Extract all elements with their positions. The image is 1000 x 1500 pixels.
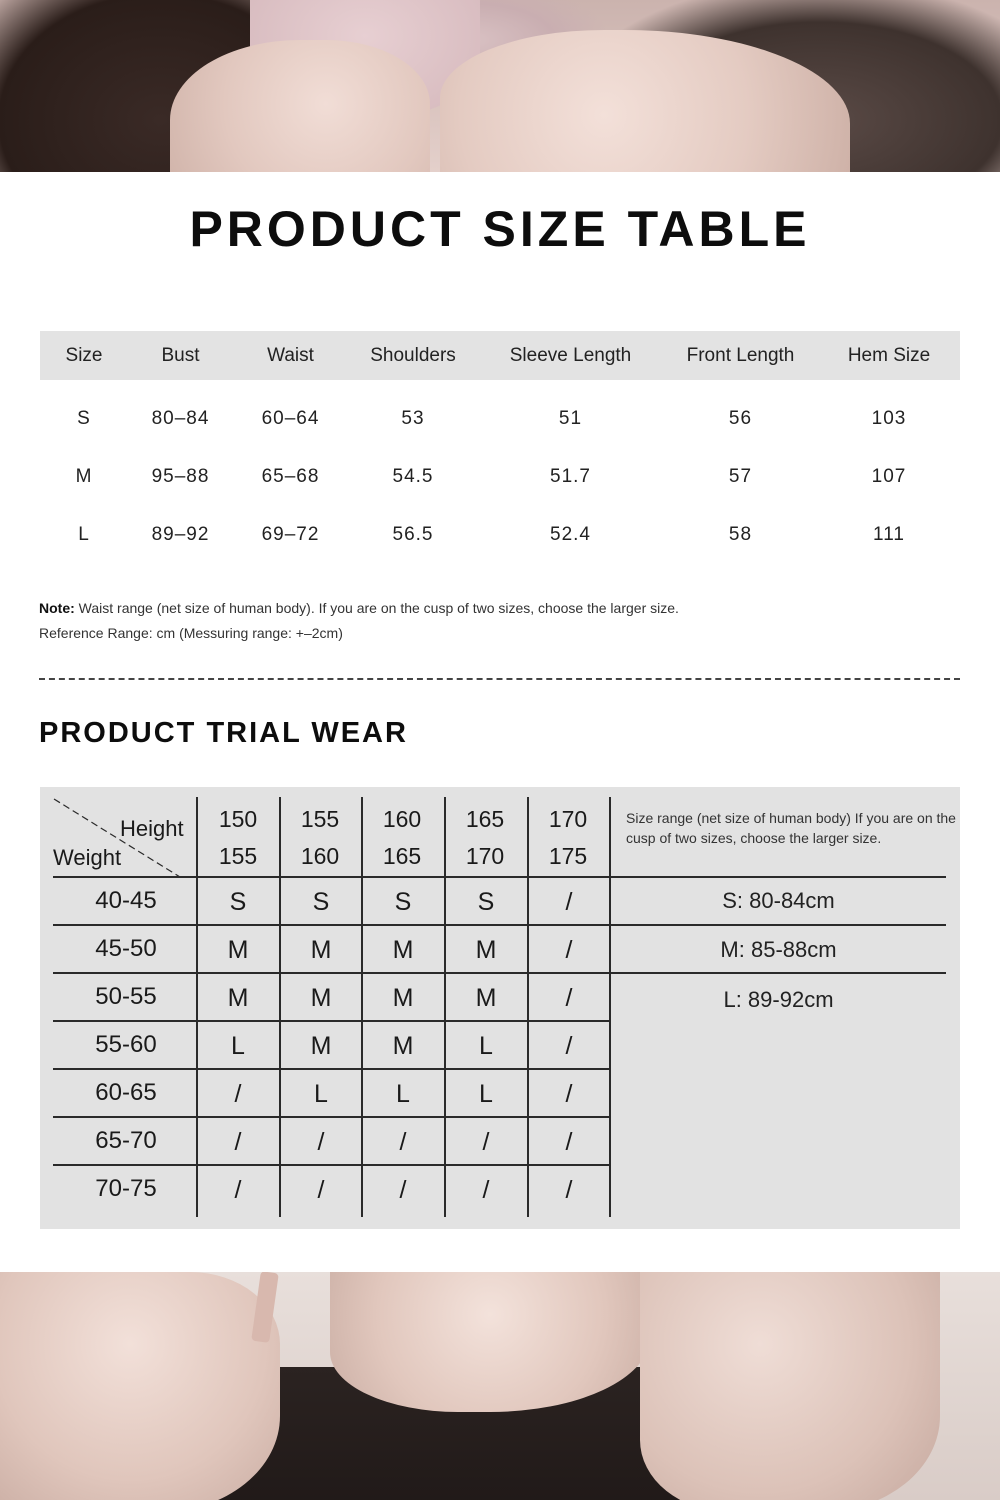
table-cell: L [78,524,90,545]
reference-range: Reference Range: cm (Messuring range: +–2cm) [39,625,343,641]
column-header: Size [65,344,103,366]
height-top: 170 [548,806,588,832]
size-cell: / [565,936,573,964]
weight-label: 40-45 [95,887,157,914]
table-cell: M [75,466,93,487]
size-cell: / [234,1176,242,1204]
table-row [40,506,960,564]
table-cell: 95–88 [151,466,210,487]
height-bottom: 175 [548,843,588,869]
section-title: PRODUCT TRIAL WEAR [39,717,408,749]
size-range-s: S: 80-84cm [722,888,835,913]
weight-label: 60-65 [95,1079,157,1106]
size-cell: S [229,888,247,916]
weight-label: 65-70 [95,1127,157,1154]
size-cell: L [314,1080,328,1108]
grid-line [53,1020,610,1022]
table-row [40,448,960,506]
size-cell: S [312,888,330,916]
size-cell: M [227,984,249,1012]
table-cell: 103 [871,408,907,429]
size-range-note: Size range (net size of human body) If you are on the cusp of two sizes, choose the larger size. [626,810,956,846]
size-cell: / [482,1176,490,1204]
table-cell: 53 [401,408,425,429]
weight-label: 50-55 [95,983,157,1010]
size-cell: L [231,1032,245,1060]
note-label: Note: [39,600,75,616]
size-table-header [40,331,960,380]
table-cell: 56 [728,408,753,429]
height-top: 155 [300,806,340,832]
size-cell: / [565,1080,573,1108]
size-cell: S [394,888,412,916]
table-cell: 56.5 [392,524,434,545]
product-photo-top [0,0,1000,172]
column-header: Shoulders [370,344,456,366]
size-cell: M [475,936,497,964]
weight-axis-label: Weight [53,845,122,870]
height-bottom: 165 [382,843,422,869]
height-top: 160 [382,806,422,832]
dashed-divider [39,678,960,680]
weight-label: 45-50 [95,935,157,962]
size-cell: S [477,888,495,916]
table-cell: 111 [873,524,905,545]
size-table-body [40,380,960,564]
product-photo-bottom [0,1272,1000,1500]
size-cell: / [399,1176,407,1204]
size-range-m: M: 85-88cm [720,937,837,962]
note-text: Waist range (net size of human body). If you are on the cusp of two sizes, choose the larger size. [74,600,679,616]
size-cell: / [565,984,573,1012]
height-axis-label: Height [120,816,184,841]
table-cell: 60–64 [261,408,320,429]
size-cell: M [392,984,414,1012]
table-cell: 52.4 [550,524,591,545]
table-cell: 107 [871,466,907,487]
grid-line [53,1164,610,1166]
size-cell: / [565,1032,573,1060]
size-cell: / [317,1128,325,1156]
grid-line [53,876,946,878]
height-bottom: 155 [218,843,258,869]
page-title: PRODUCT SIZE TABLE [189,201,811,257]
size-table [40,331,960,564]
size-cell: M [392,1032,414,1060]
table-cell: 89–92 [151,524,210,545]
table-cell: 51 [558,408,583,429]
size-cell: M [227,936,249,964]
height-bottom: 160 [300,843,340,869]
size-cell: / [399,1128,407,1156]
size-range-l: L: 89-92cm [723,987,834,1012]
table-cell: 58 [728,524,753,545]
column-header: Sleeve Length [509,344,632,366]
height-top: 165 [465,806,505,832]
size-cell: / [482,1128,490,1156]
table-cell: S [77,408,91,429]
size-cell: L [396,1080,410,1108]
size-cell: / [565,1176,573,1204]
table-cell: 69–72 [261,524,320,545]
size-chart-panel [0,172,1000,1272]
column-header: Hem Size [847,344,931,366]
grid-line [53,972,946,974]
table-row [40,390,960,448]
height-bottom: 170 [465,843,505,869]
table-cell: 80–84 [151,408,210,429]
size-cell: / [317,1176,325,1204]
size-cell: M [475,984,497,1012]
size-cell: M [310,936,332,964]
table-cell: 65–68 [261,466,320,487]
size-cell: / [234,1080,242,1108]
table-cell: 54.5 [392,466,434,487]
trial-wear-table [40,787,960,1229]
column-header: Waist [267,344,314,366]
table-cell: 57 [728,466,753,487]
size-cell: L [479,1032,493,1060]
size-cell: M [392,936,414,964]
size-cell: L [479,1080,493,1108]
grid-line [53,1068,610,1070]
column-header: Front Length [686,344,795,366]
column-header: Bust [161,344,200,366]
size-cell: / [565,1128,573,1156]
height-top: 150 [218,806,258,832]
weight-label: 70-75 [95,1175,157,1202]
table-cell: 51.7 [550,466,591,487]
size-cell: M [310,984,332,1012]
size-note [39,596,679,646]
grid-line [53,924,946,926]
grid-line [53,1116,610,1118]
size-cell: / [234,1128,242,1156]
size-cell: M [310,1032,332,1060]
size-cell: / [565,888,573,916]
weight-label: 55-60 [95,1031,157,1058]
